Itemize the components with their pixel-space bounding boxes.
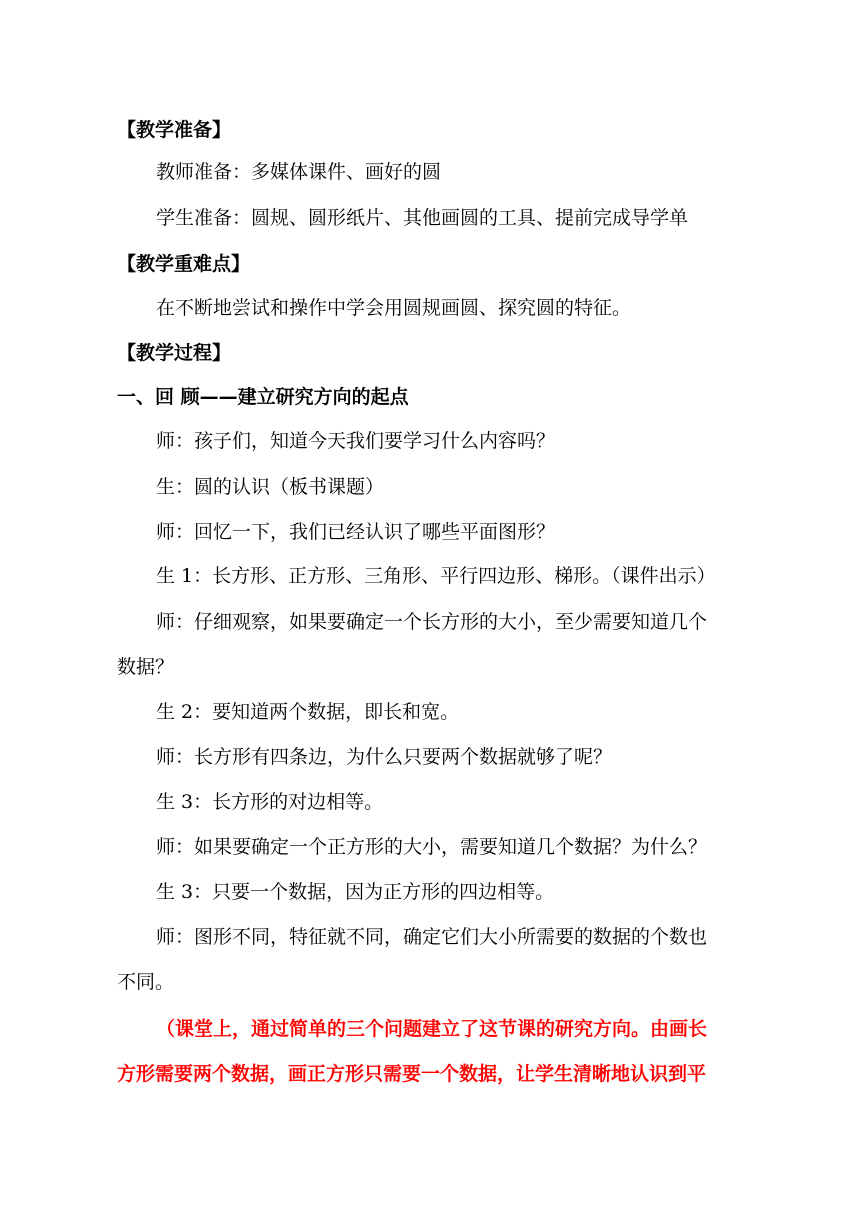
dialogue-line: 生 3：只要一个数据，因为正方形的四边相等。 [156,881,555,903]
dialogue-line: 师：仔细观察，如果要确定一个长方形的大小，至少需要知道几个 [156,611,708,633]
dialogue-line: 师：图形不同，特征就不同，确定它们大小所需要的数据的个数也 [156,926,708,948]
dialogue-line: 师：孩子们，知道今天我们要学习什么内容吗？ [156,430,556,452]
dialogue-line: 生 3：长方形的对边相等。 [156,791,384,813]
teaching-reflection-note-continued: 方形需要两个数据，画正方形只需要一个数据，让学生清晰地认识到平 [117,1063,707,1085]
heading-key-points: 【教学重难点】 [117,253,251,275]
key-points-text: 在不断地尝试和操作中学会用圆规画圆、探究圆的特征。 [156,297,632,319]
heading-teaching-process: 【教学过程】 [117,342,232,364]
dialogue-line: 师：回忆一下，我们已经认识了哪些平面图形？ [156,521,556,543]
section-review-heading: 一、回 顾——建立研究方向的起点 [117,386,409,408]
dialogue-line: 师：如果要确定一个正方形的大小，需要知道几个数据？为什么？ [156,836,708,858]
dialogue-line-continued: 不同。 [117,971,175,993]
teacher-preparation: 教师准备：多媒体课件、画好的圆 [156,161,442,183]
dialogue-line-continued: 数据？ [117,656,175,678]
dialogue-line: 师：长方形有四条边，为什么只要两个数据就够了呢？ [156,746,613,768]
student-preparation: 学生准备：圆规、圆形纸片、其他画圆的工具、提前完成导学单 [156,207,689,229]
dialogue-line: 生：圆的认识（板书课题） [156,476,385,498]
dialogue-line: 生 2：要知道两个数据，即长和宽。 [156,701,460,723]
heading-teaching-preparation: 【教学准备】 [117,119,232,141]
teaching-reflection-note: （课堂上，通过简单的三个问题建立了这节课的研究方向。由画长 [156,1018,708,1040]
dialogue-line: 生 1：长方形、正方形、三角形、平行四边形、梯形。（课件出示） [156,565,716,587]
